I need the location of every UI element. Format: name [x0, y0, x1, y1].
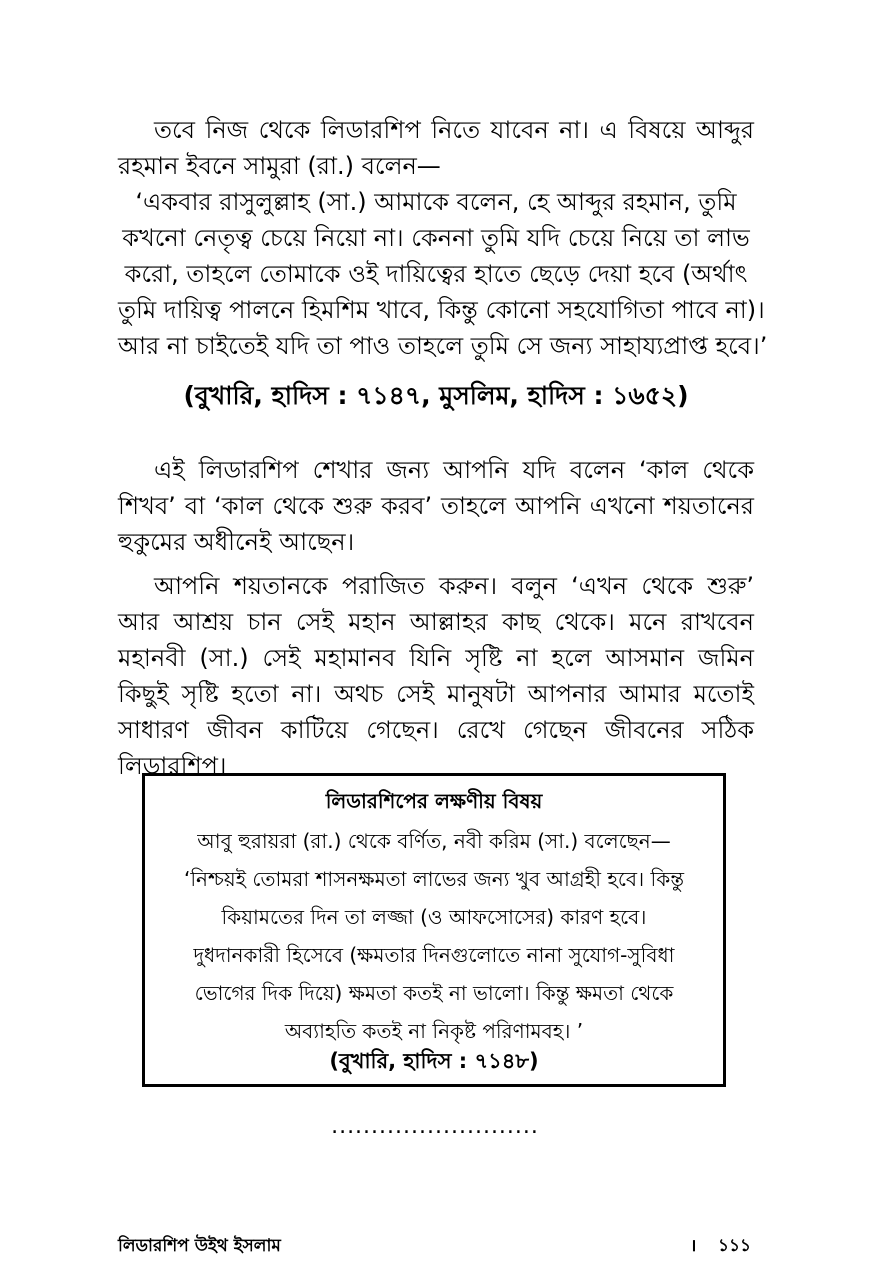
highlight-box — [142, 773, 726, 1087]
quote-line: ‘একবার রাসুলুল্লাহ (সা.) আমাকে বলেন, হে আব্দুর রহমান, তুমি — [135, 188, 737, 216]
footer-separator: । — [690, 1236, 697, 1256]
quote-citation: (বুখারি, হাদিস : ৭১৪৭, মুসলিম, হাদিস : ১৬৫২) — [183, 381, 689, 410]
paragraph-intro: তবে নিজ থেকে লিডারশিপ নিতে যাবেন না। এ বিষয়ে আব্দুর রহমান ইবনে সামুরা (রা.) বলেন— — [118, 116, 754, 180]
paragraph-defeat-shaitan: আপনি শয়তানকে পরাজিত করুন। বলুন ‘এখন থেকে শুরু’ আর আশ্রয় চান সেই মহান আল্লাহর কাছ থেকে। মনে রাখবেন মহানবী (সা.) সেই মহামানব যিনি সৃষ্টি না হলে আসমান জমিন কিছুই সৃষ্টি হতো না। অথচ সেই মানুষটা আপনার আমার মতোই সাধারণ জীবন কাটিয়ে গেছেন। রেখে গেছেন জীবনের সঠিক লিডারশিপ। — [118, 572, 754, 780]
quote-line: আর না চাইতেই যদি তা পাও তাহলে তুমি সে জন্য সাহায্যপ্রাপ্ত হবে।’ — [118, 332, 768, 360]
box-line: ভোগের দিক দিয়ে) ক্ষমতা কতই না ভালো। কিন্তু ক্ষমতা থেকে — [194, 981, 674, 1005]
box-title: লিডারশিপের লক্ষণীয় বিষয় — [325, 789, 543, 813]
box-citation: (বুখারি, হাদিস : ৭১৪৮) — [329, 1049, 539, 1073]
box-line: দুধদানকারী হিসেবে (ক্ষমতার দিনগুলোতে নানা সুযোগ-সুবিধা — [193, 943, 675, 967]
quote-line: কখনো নেতৃত্ব চেয়ে নিয়ো না। কেননা তুমি যদি চেয়ে নিয়ে তা লাভ — [122, 224, 750, 252]
box-line: ‘নিশ্চয়ই তোমরা শাসনক্ষমতা লাভের জন্য খুব আগ্রহী হবে। কিন্তু — [183, 867, 685, 891]
box-hadith-text — [159, 822, 709, 1050]
quote-line: তুমি দায়িত্ব পালনে হিমশিম খাবে, কিন্তু কোনো সহযোগিতা পাবে না)। — [118, 296, 765, 324]
quote-line: করো, তাহলে তোমাকে ওই দায়িত্বের হাতে ছেড়ে দেয়া হবে (অর্থাৎ — [124, 260, 748, 288]
box-line: অব্যাহতি কতই না নিকৃষ্ট পরিণামবহ। ’ — [284, 1019, 584, 1043]
page-number: ১১১ — [718, 1236, 752, 1256]
section-divider: .......................... — [331, 1114, 539, 1139]
box-line: কিয়ামতের দিন তা লজ্জা (ও আফসোসের) কারণ হবে। — [221, 905, 647, 929]
hadith-quote — [118, 184, 768, 364]
footer-book-title: লিডারশিপ উইথ ইসলাম — [118, 1236, 281, 1256]
paragraph-learning: এই লিডারশিপ শেখার জন্য আপনি যদি বলেন ‘কাল থেকে শিখব’ বা ‘কাল থেকে শুরু করব’ তাহলে আপনি এখনো শয়তানের হুকুমের অধীনেই আছেন। — [118, 456, 754, 556]
box-line: আবু হুরায়রা (রা.) থেকে বর্ণিত, নবী করিম (সা.) বলেছেন— — [197, 829, 671, 853]
